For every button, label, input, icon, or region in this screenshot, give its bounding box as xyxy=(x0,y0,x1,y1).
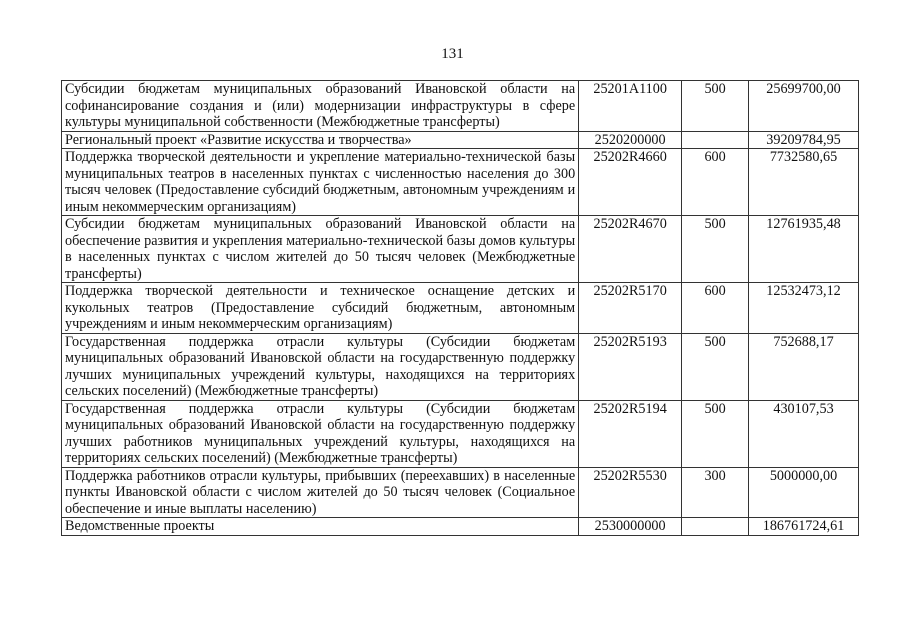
table-row xyxy=(62,216,859,283)
row-description: Государственная поддержка отрасли культуры (Субсидии бюджетам муниципальных образований Ивановской области на государственную поддержку лучших муниципальных учреждений культуры, находящихся на территориях сельских поселений) (Межбюджетные трансферты) xyxy=(62,333,579,400)
row-amount: 12532473,12 xyxy=(749,283,859,334)
row-description: Субсидии бюджетам муниципальных образований Ивановской области на софинансирование создания и (или) модернизации инфраструктуры в сфере культуры муниципальной собственности (Межбюджетные трансферты) xyxy=(62,81,579,132)
row-amount: 25699700,00 xyxy=(749,81,859,132)
row-amount: 5000000,00 xyxy=(749,467,859,518)
row-code: 25202R4670 xyxy=(579,216,682,283)
table-row xyxy=(62,467,859,518)
row-code: 25201A1100 xyxy=(579,81,682,132)
row-amount: 186761724,61 xyxy=(749,518,859,536)
table-row xyxy=(62,283,859,334)
row-description: Региональный проект «Развитие искусства и творчества» xyxy=(62,131,579,149)
row-amount: 39209784,95 xyxy=(749,131,859,149)
row-description: Поддержка творческой деятельности и техническое оснащение детских и кукольных театров (Предоставление субсидий бюджетным, автономным учреждениям и иным некоммерческим организациям) xyxy=(62,283,579,334)
page-number: 131 xyxy=(441,46,464,62)
row-amount: 430107,53 xyxy=(749,400,859,467)
row-amount: 7732580,65 xyxy=(749,149,859,216)
table-row xyxy=(62,81,859,132)
row-amount: 752688,17 xyxy=(749,333,859,400)
table-row xyxy=(62,400,859,467)
row-expense-type xyxy=(682,518,749,536)
row-description: Поддержка работников отрасли культуры, прибывших (переехавших) в населенные пункты Ивановской области с числом жителей до 50 тысяч человек (Социальное обеспечение и иные выплаты населению) xyxy=(62,467,579,518)
row-code: 25202R5170 xyxy=(579,283,682,334)
row-code: 25202R5530 xyxy=(579,467,682,518)
row-expense-type xyxy=(682,131,749,149)
row-description: Ведомственные проекты xyxy=(62,518,579,536)
row-code: 25202R4660 xyxy=(579,149,682,216)
row-code: 25202R5193 xyxy=(579,333,682,400)
row-expense-type: 600 xyxy=(682,283,749,334)
row-description: Государственная поддержка отрасли культуры (Субсидии бюджетам муниципальных образований Ивановской области на государственную поддержку лучших работников муниципальных учреждений культуры, находящихся на территориях сельских поселений) (Межбюджетные трансферты) xyxy=(62,400,579,467)
table-row xyxy=(62,149,859,216)
row-code: 2530000000 xyxy=(579,518,682,536)
row-expense-type: 600 xyxy=(682,149,749,216)
table-row xyxy=(62,518,859,536)
row-expense-type: 500 xyxy=(682,333,749,400)
row-amount: 12761935,48 xyxy=(749,216,859,283)
row-code: 2520200000 xyxy=(579,131,682,149)
row-description: Поддержка творческой деятельности и укрепление материально-технической базы муниципальных театров в населенных пунктах с численностью населения до 300 тысяч человек (Предоставление субсидий бюджетным, автономным учреждениям и иным некоммерческим организациям) xyxy=(62,149,579,216)
table-row xyxy=(62,333,859,400)
budget-table xyxy=(61,80,859,536)
table-row xyxy=(62,131,859,149)
row-code: 25202R5194 xyxy=(579,400,682,467)
row-expense-type: 500 xyxy=(682,400,749,467)
row-expense-type: 300 xyxy=(682,467,749,518)
row-description: Субсидии бюджетам муниципальных образований Ивановской области на обеспечение развития и укрепления материально-технической базы домов культуры в населенных пунктах с числом жителей до 50 тысяч человек (Межбюджетные трансферты) xyxy=(62,216,579,283)
row-expense-type: 500 xyxy=(682,81,749,132)
row-expense-type: 500 xyxy=(682,216,749,283)
